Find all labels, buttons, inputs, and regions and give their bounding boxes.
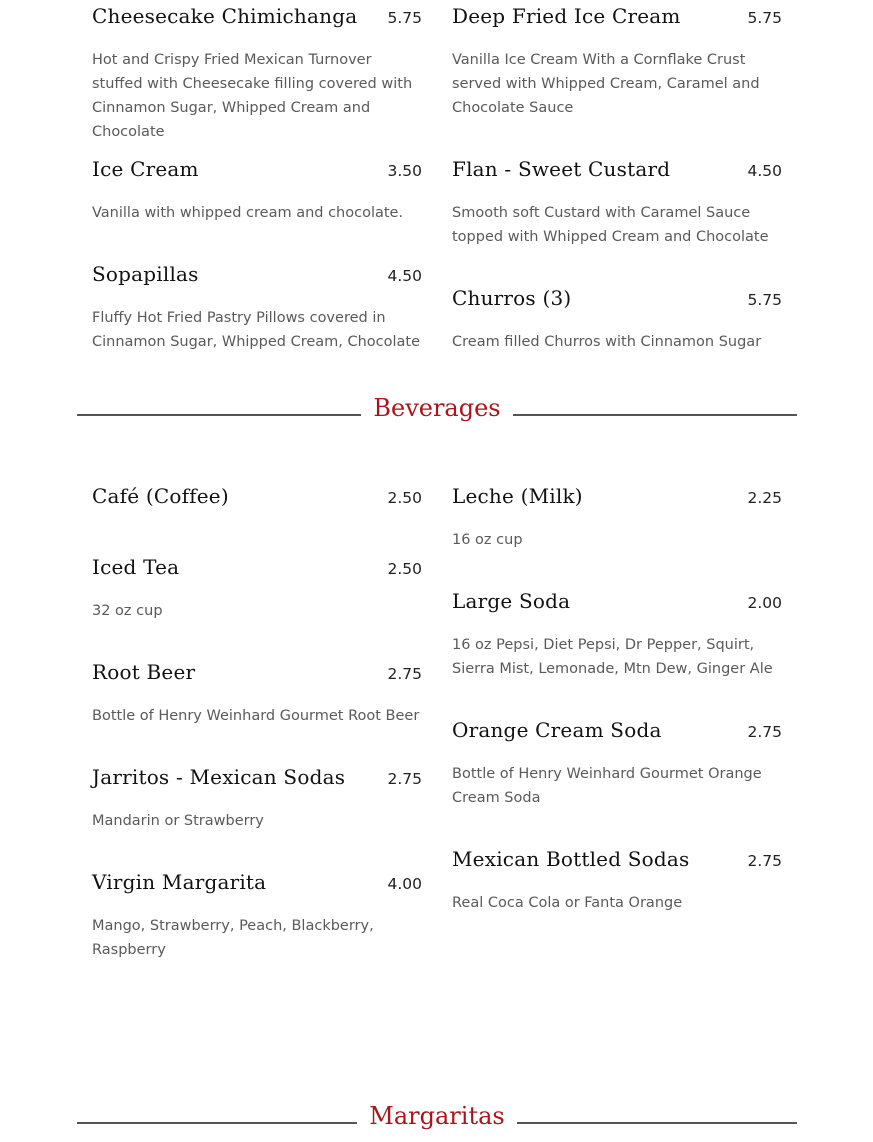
menu-item (92, 551, 422, 623)
item-description: Vanilla with whipped cream and chocolate. (92, 205, 404, 221)
item-name: Iced Tea (92, 555, 180, 579)
item-price: 5.75 (747, 9, 782, 27)
menu-item (452, 843, 782, 915)
item-description: Smooth soft Custard with Caramel Sauce topped with Whipped Cream and Chocolate (452, 205, 769, 245)
item-description: Real Coca Cola or Fanta Orange (452, 895, 683, 911)
menu-item (452, 0, 782, 120)
menu-item (452, 153, 782, 249)
item-description: Hot and Crispy Fried Mexican Turnover stuffed with Cheesecake filling covered with Cinnamon Sugar, Whipped Cream and Chocolate (92, 52, 413, 140)
item-name: Flan - Sweet Custard (452, 157, 671, 181)
item-price: 5.75 (387, 9, 422, 27)
section-title-text: Beverages (361, 394, 512, 422)
menu-item (92, 866, 422, 962)
item-name: Sopapillas (92, 262, 199, 286)
section-title (77, 394, 797, 422)
item-name: Virgin Margarita (92, 870, 267, 894)
menu-item (92, 656, 422, 728)
item-description: Cream filled Churros with Cinnamon Sugar (452, 334, 762, 350)
item-price: 2.50 (387, 560, 422, 578)
item-description: Mandarin or Strawberry (92, 813, 264, 829)
item-name: Root Beer (92, 660, 196, 684)
item-name: Large Soda (452, 589, 571, 613)
item-name: Jarritos - Mexican Sodas (92, 765, 346, 789)
item-price: 4.50 (747, 162, 782, 180)
menu-item (452, 714, 782, 810)
item-name: Cheesecake Chimichanga (92, 4, 358, 28)
menu-item (452, 585, 782, 681)
item-name: Churros (3) (452, 286, 572, 310)
item-name: Leche (Milk) (452, 484, 583, 508)
item-name: Ice Cream (92, 157, 199, 181)
item-description: Bottle of Henry Weinhard Gourmet Orange Cream Soda (452, 766, 762, 806)
menu-item (92, 258, 422, 354)
item-price: 4.50 (387, 267, 422, 285)
section-header-margaritas (77, 1102, 797, 1142)
item-price: 2.50 (387, 489, 422, 507)
item-price: 2.75 (387, 770, 422, 788)
item-name: Deep Fried Ice Cream (452, 4, 681, 28)
item-price: 2.75 (747, 852, 782, 870)
menu-item (92, 761, 422, 833)
section-title (77, 1102, 797, 1130)
section-header-beverages (77, 394, 797, 434)
item-name: Orange Cream Soda (452, 718, 662, 742)
item-price: 2.75 (387, 665, 422, 683)
item-description: Vanilla Ice Cream With a Cornflake Crust served with Whipped Cream, Caramel and Chocolate Sauce (452, 52, 760, 116)
item-price: 2.00 (747, 594, 782, 612)
item-description: Fluffy Hot Fried Pastry Pillows covered in Cinnamon Sugar, Whipped Cream, Chocolate (92, 310, 421, 350)
menu-item (92, 0, 422, 144)
menu-item (452, 282, 782, 354)
item-price: 3.50 (387, 162, 422, 180)
item-description: Bottle of Henry Weinhard Gourmet Root Beer (92, 708, 420, 724)
section-title-text: Margaritas (357, 1102, 516, 1130)
item-price: 2.75 (747, 723, 782, 741)
item-description: 16 oz Pepsi, Diet Pepsi, Dr Pepper, Squirt, Sierra Mist, Lemonade, Mtn Dew, Ginger Ale (452, 637, 773, 677)
item-name: Café (Coffee) (92, 484, 229, 508)
menu-item (452, 480, 782, 552)
item-description: Mango, Strawberry, Peach, Blackberry, Raspberry (92, 918, 374, 958)
item-description: 32 oz cup (92, 603, 163, 619)
menu-item (92, 480, 422, 514)
item-description: 16 oz cup (452, 532, 523, 548)
item-name: Mexican Bottled Sodas (452, 847, 690, 871)
item-price: 5.75 (747, 291, 782, 309)
menu-item (92, 153, 422, 225)
item-price: 2.25 (747, 489, 782, 507)
item-price: 4.00 (387, 875, 422, 893)
